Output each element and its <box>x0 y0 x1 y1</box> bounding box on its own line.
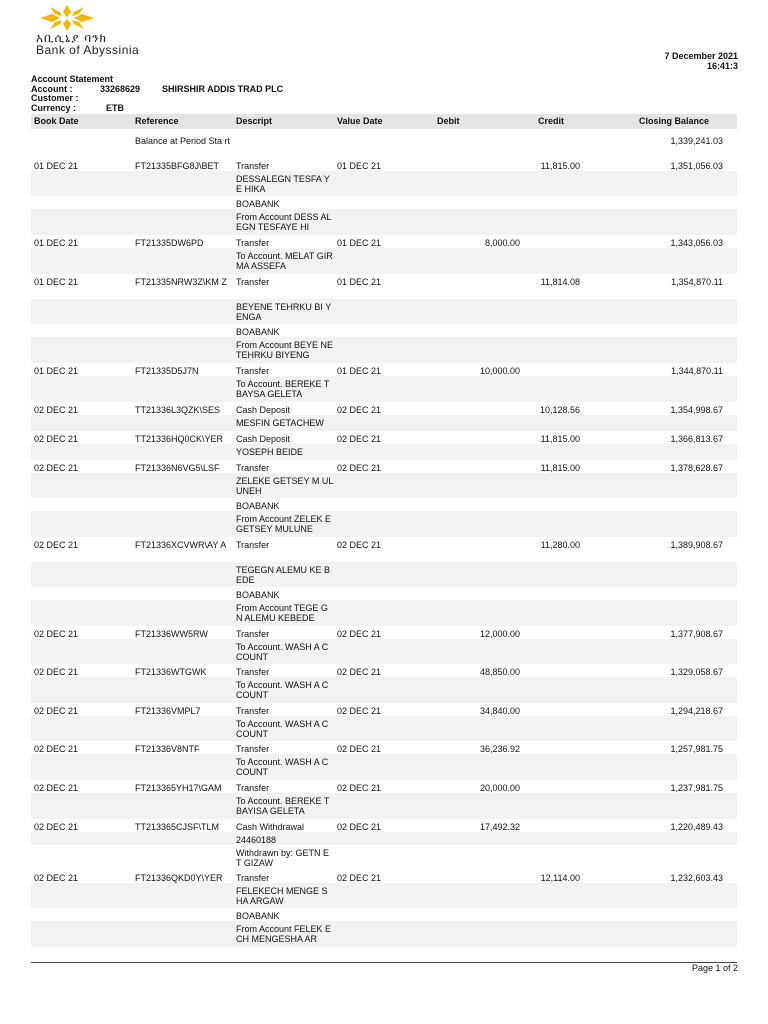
cell-credit: 11,280.00 <box>540 540 580 550</box>
cell-description: BOABANK <box>236 501 280 511</box>
cell-description: To Account. WASH A CCOUNT <box>236 680 329 700</box>
table-row <box>31 196 737 209</box>
cell-description: Transfer <box>236 873 270 883</box>
table-row <box>31 376 737 402</box>
cell-book-date: 01 DEC 21 <box>34 238 79 248</box>
cell-closing-balance: 1,237,981.75 <box>670 783 723 793</box>
cell-debit: 34,840.00 <box>479 706 520 716</box>
cell-debit: 48,850.00 <box>479 667 520 677</box>
statement-title: Account Statement <box>31 74 114 84</box>
bank-logo <box>34 4 194 57</box>
cell-value-date: 02 DEC 21 <box>337 822 382 832</box>
cell-book-date: 02 DEC 21 <box>34 822 79 832</box>
table-row <box>31 921 737 947</box>
cell-credit: 10,128.56 <box>539 405 580 415</box>
table-row <box>31 444 737 460</box>
cell-debit: 10,000.00 <box>479 366 520 376</box>
cell-closing-balance: 1,344,870.11 <box>671 366 723 376</box>
cell-reference: FT21336N6VG5\LSF <box>135 463 220 473</box>
cell-description: YOSEPH BEIDE <box>236 447 304 457</box>
cell-description: BOABANK <box>236 590 280 600</box>
cell-description: To Account. MELAT GIRMA ASSEFA <box>236 251 333 271</box>
cell-value-date: 02 DEC 21 <box>337 744 382 754</box>
cell-description: Transfer <box>236 629 270 639</box>
cell-closing-balance: 1,232,603.43 <box>670 873 723 883</box>
footer-divider <box>31 962 737 963</box>
table-row <box>31 337 737 363</box>
cell-reference: FT21336QKD0Y\YER <box>135 873 223 883</box>
cell-closing-balance: 1,366,813.67 <box>670 434 723 444</box>
cell-debit: 20,000.00 <box>479 783 520 793</box>
table-row <box>31 402 737 415</box>
cell-description: MESFIN GETACHEW <box>236 418 324 428</box>
table-row <box>31 754 737 780</box>
cell-description: From Account FELEK ECH MENGESHA AR <box>236 924 332 944</box>
bank-emblem-icon <box>38 4 96 32</box>
cell-value-date: 02 DEC 21 <box>337 405 382 415</box>
cell-book-date: 02 DEC 21 <box>34 783 79 793</box>
header-closing-balance: Closing Balance <box>639 116 710 126</box>
cell-description: To Account. WASH A CCOUNT <box>236 757 329 777</box>
cell-description: Cash Deposit <box>236 434 291 444</box>
table-row <box>31 741 737 754</box>
cell-credit: 11,815.00 <box>540 434 580 444</box>
table-row <box>31 511 737 537</box>
header-credit: Credit <box>538 116 565 126</box>
statement-time: 16:41:3 <box>706 61 738 71</box>
cell-description: From Account ZELEK E GETSEY MULUNE <box>236 514 332 534</box>
cell-credit: 12,114.00 <box>540 873 580 883</box>
table-row <box>31 664 737 677</box>
table-row <box>31 274 737 299</box>
cell-value-date: 02 DEC 21 <box>337 873 382 883</box>
table-row <box>31 908 737 921</box>
statement-datetime <box>664 51 738 71</box>
cell-description: Transfer <box>236 366 270 376</box>
table-row <box>31 171 737 196</box>
cell-closing-balance: 1,378,628.67 <box>670 463 723 473</box>
cell-book-date: 02 DEC 21 <box>34 405 79 415</box>
table-row <box>31 587 737 600</box>
cell-reference: FT21335NRW3Z\KM Z <box>135 277 227 287</box>
table-row <box>31 562 737 587</box>
cell-value-date: 02 DEC 21 <box>337 434 382 444</box>
cell-book-date: 02 DEC 21 <box>34 434 79 444</box>
cell-closing-balance: 1,351,056.03 <box>670 161 723 171</box>
cell-description: From Account DESS ALEGN TESFAYE HI <box>236 212 332 232</box>
table-row <box>31 870 737 883</box>
cell-reference: TT21336L3QZK\SES <box>135 405 221 415</box>
bank-name-english: Bank of Abyssinia <box>36 43 140 57</box>
account-name: SHIRSHIR ADDIS TRAD PLC <box>162 83 284 94</box>
cell-reference: FT21335DW6PD <box>135 238 204 248</box>
cell-book-date: 01 DEC 21 <box>34 366 79 376</box>
cell-description: Transfer <box>236 706 270 716</box>
cell-closing-balance: 1,343,056.03 <box>670 238 723 248</box>
cell-credit: 11,815.00 <box>540 463 580 473</box>
cell-closing-balance: 1,294,218.67 <box>670 706 723 716</box>
header-value-date: Value Date <box>337 116 383 126</box>
cell-description: Cash Withdrawal <box>236 822 305 832</box>
cell-book-date: 02 DEC 21 <box>34 744 79 754</box>
table-row <box>31 677 737 703</box>
customer-label: Customer : <box>31 93 79 103</box>
cell-description: DESSALEGN TESFA YE HIKA <box>236 174 330 194</box>
cell-description: Transfer <box>236 238 270 248</box>
cell-reference: TT213365CJSF\TLM <box>135 822 220 832</box>
header-description: Descript <box>236 116 273 126</box>
table-row <box>31 299 737 324</box>
cell-credit: 11,814.08 <box>540 277 580 287</box>
cell-closing-balance: 1,329,058.67 <box>670 667 723 677</box>
cell-reference: FT21336XCVWR\AY A <box>135 540 227 550</box>
cell-description: Cash Deposit <box>236 405 291 415</box>
table-row <box>31 626 737 639</box>
table-row <box>31 832 737 845</box>
cell-closing-balance: 1,354,998.67 <box>670 405 723 415</box>
table-row <box>31 780 737 793</box>
table-row <box>31 158 737 171</box>
cell-value-date: 01 DEC 21 <box>337 366 382 376</box>
table-row <box>31 460 737 473</box>
table-row <box>31 209 737 235</box>
cell-book-date: 01 DEC 21 <box>34 277 79 287</box>
table-row <box>31 703 737 716</box>
cell-description: To Account. BEREKE T BAYSA GELETA <box>236 379 330 399</box>
cell-book-date: 02 DEC 21 <box>34 463 79 473</box>
table-row <box>31 133 737 158</box>
table-header <box>31 114 737 129</box>
cell-book-date: 02 DEC 21 <box>34 629 79 639</box>
cell-description: Transfer <box>236 744 270 754</box>
transactions-table <box>31 133 737 947</box>
statement-date: 7 December 2021 <box>664 51 738 61</box>
cell-debit: 17,492.32 <box>479 822 520 832</box>
cell-description: Transfer <box>236 161 270 171</box>
cell-description: BEYENE TEHRKU BI YENGA <box>236 302 332 322</box>
cell-book-date: 02 DEC 21 <box>34 873 79 883</box>
account-number: 33268629 <box>100 83 141 94</box>
table-row <box>31 845 737 870</box>
cell-value-date: 02 DEC 21 <box>337 463 382 473</box>
table-row <box>31 235 737 248</box>
table-row <box>31 498 737 511</box>
cell-description: FELEKECH MENGE SHA ARGAW <box>236 886 328 906</box>
cell-reference: FT21336WTGWK <box>135 667 207 677</box>
table-row <box>31 415 737 431</box>
cell-description: ZELEKE GETSEY M ULUNEH <box>236 476 334 496</box>
table-row <box>31 537 737 562</box>
account-label: Account : <box>31 83 73 94</box>
page-number: Page 1 of 2 <box>691 963 738 973</box>
table-row <box>31 248 737 274</box>
cell-closing-balance: 1,220,489.43 <box>670 822 723 832</box>
bank-name-amharic: አቢሲኒያ ባንክ <box>36 31 107 45</box>
cell-description: 24460188 <box>236 835 277 845</box>
cell-value-date: 02 DEC 21 <box>337 706 382 716</box>
table-row <box>31 473 737 498</box>
cell-description: Transfer <box>236 783 270 793</box>
cell-closing-balance: 1,377,908.67 <box>670 629 723 639</box>
cell-credit: 11,815.00 <box>540 161 580 171</box>
cell-reference: FT21336V8NTF <box>135 744 200 754</box>
cell-closing-balance: 1,354,870.11 <box>671 277 723 287</box>
table-row <box>31 716 737 741</box>
cell-reference: FT21336VMPL7 <box>135 706 201 716</box>
cell-reference: FT213365YH17\GAM <box>135 783 222 793</box>
cell-description: BOABANK <box>236 911 280 921</box>
currency-label: Currency : <box>31 102 77 113</box>
cell-book-date: 02 DEC 21 <box>34 667 79 677</box>
header-reference: Reference <box>135 116 179 126</box>
cell-description: TEGEGN ALEMU KE BEDE <box>236 565 331 585</box>
cell-description: From Account BEYE NE TEHRKU BIYENG <box>236 340 334 360</box>
table-row <box>31 600 737 626</box>
cell-book-date: 01 DEC 21 <box>34 161 79 171</box>
cell-description: Withdrawn by: GETN ET GIZAW <box>236 848 330 868</box>
cell-value-date: 01 DEC 21 <box>337 238 382 248</box>
cell-description: Transfer <box>236 540 270 550</box>
cell-description: Transfer <box>236 463 270 473</box>
account-info <box>31 74 284 113</box>
currency-value: ETB <box>106 102 124 113</box>
cell-description: From Account TEGE GN ALEMU KEBEDE <box>236 603 328 623</box>
table-row <box>31 819 737 832</box>
cell-debit: 8,000.00 <box>484 238 520 248</box>
header-book-date: Book Date <box>34 116 79 126</box>
cell-reference: Balance at Period Sta rt <box>135 136 231 146</box>
cell-reference: FT21335D5J7N <box>135 366 199 376</box>
cell-description: Transfer <box>236 667 270 677</box>
cell-description: To Account. WASH A CCOUNT <box>236 719 329 739</box>
cell-debit: 12,000.00 <box>479 629 520 639</box>
cell-reference: FT21335BFG8J\BET <box>135 161 220 171</box>
cell-description: BOABANK <box>236 199 280 209</box>
cell-book-date: 02 DEC 21 <box>34 706 79 716</box>
table-row <box>31 324 737 337</box>
cell-value-date: 01 DEC 21 <box>337 161 382 171</box>
table-row <box>31 639 737 664</box>
cell-description: BOABANK <box>236 327 280 337</box>
cell-debit: 36,236.92 <box>479 744 520 754</box>
header-debit: Debit <box>437 116 460 126</box>
table-row <box>31 883 737 908</box>
cell-reference: TT21336HQ0CK\YER <box>135 434 224 444</box>
cell-closing-balance: 1,389,908.67 <box>670 540 723 550</box>
cell-value-date: 02 DEC 21 <box>337 629 382 639</box>
cell-value-date: 01 DEC 21 <box>337 277 382 287</box>
cell-value-date: 02 DEC 21 <box>337 783 382 793</box>
cell-book-date: 02 DEC 21 <box>34 540 79 550</box>
table-row <box>31 431 737 444</box>
cell-description: To Account. BEREKE T BAYISA GELETA <box>236 796 330 816</box>
cell-value-date: 02 DEC 21 <box>337 540 382 550</box>
cell-closing-balance: 1,257,981.75 <box>670 744 723 754</box>
cell-description: To Account. WASH A CCOUNT <box>236 642 329 662</box>
table-row <box>31 793 737 819</box>
cell-description: Transfer <box>236 277 270 287</box>
table-row <box>31 363 737 376</box>
cell-reference: FT21336WW5RW <box>135 629 208 639</box>
cell-value-date: 02 DEC 21 <box>337 667 382 677</box>
cell-closing-balance: 1,339,241.03 <box>670 136 723 146</box>
